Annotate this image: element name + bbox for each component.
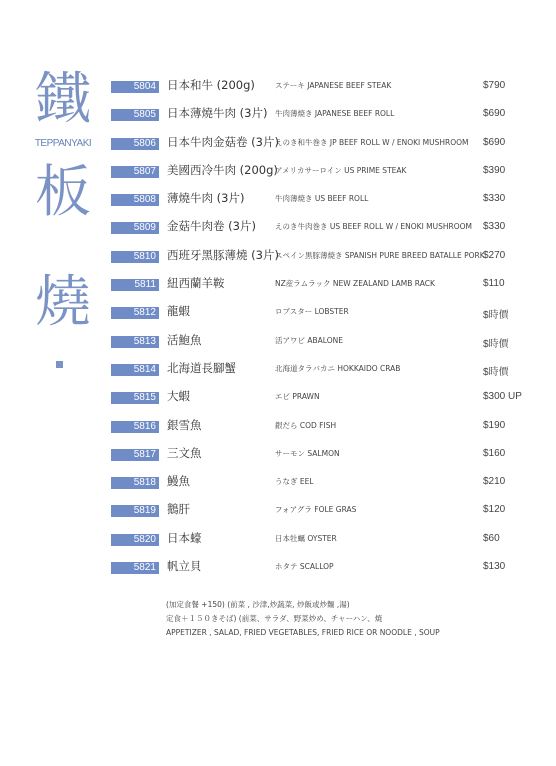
item-name: 活鮑魚 xyxy=(167,332,202,347)
item-name: 銀雪魚 xyxy=(167,417,202,432)
item-price: $時價 xyxy=(483,338,509,350)
item-price: $時價 xyxy=(483,310,509,322)
item-price: $110 xyxy=(483,278,505,290)
item-description: 牛肉薄焼き US BEEF ROLL xyxy=(275,194,369,204)
menu-item xyxy=(111,133,531,161)
item-description: えのき牛肉巻き US BEEF ROLL W / ENOKI MUSHROOM xyxy=(275,222,473,232)
item-price: $190 xyxy=(483,419,506,431)
item-description: えのき和牛巻き JP BEEF ROLL W / ENOKI MUSHROOM xyxy=(275,137,469,147)
note-line-chinese: (加定食餐 +150) (前菜 , 沙津,炒蔬菜, 炒飯或炒麵 ,湯) xyxy=(166,600,350,609)
item-name: 日本蠔 xyxy=(167,530,202,545)
item-price: $210 xyxy=(483,476,506,488)
item-code-badge: 5807 xyxy=(111,166,159,178)
item-name: 大蝦 xyxy=(167,389,190,404)
note-line-japanese: 定食＋１５０きそば) (前菜、サラダ、野菜炒め、チャーハン、焼 xyxy=(166,614,383,623)
item-code-badge: 5808 xyxy=(111,194,159,206)
item-description: うなぎ EEL xyxy=(275,477,314,487)
item-price: $330 xyxy=(483,193,506,205)
item-description: 牛肉薄焼き JAPANESE BEEF ROLL xyxy=(275,109,395,119)
item-price: $60 xyxy=(483,532,500,544)
item-code-badge: 5811 xyxy=(111,279,159,291)
item-price: $690 xyxy=(483,136,506,148)
item-code-badge: 5809 xyxy=(111,222,159,234)
item-name: 日本和牛 (200g) xyxy=(167,78,255,92)
item-name: 鵝肝 xyxy=(167,502,190,517)
item-description: ホタテ SCALLOP xyxy=(275,562,334,572)
menu-item xyxy=(111,161,531,189)
menu-item xyxy=(111,217,531,245)
item-code-badge: 5816 xyxy=(111,421,159,433)
item-price: $120 xyxy=(483,504,506,516)
item-description: ロブスター LOBSTER xyxy=(275,307,349,317)
menu-item xyxy=(111,274,531,302)
title-char-grill: 燒 xyxy=(35,270,91,335)
item-code-badge: 5812 xyxy=(111,307,159,319)
set-meal-notes xyxy=(166,598,526,640)
menu-item xyxy=(111,387,531,415)
item-code-badge: 5815 xyxy=(111,392,159,404)
item-name: 日本牛肉金菇卷 (3片) xyxy=(167,134,279,149)
menu-list xyxy=(111,76,531,585)
item-name: 日本薄燒牛肉 (3片) xyxy=(167,106,268,121)
item-description: アメリカサーロイン US PRIME STEAK xyxy=(275,165,407,175)
menu-item xyxy=(111,104,531,132)
item-name: 北海道長腳蟹 xyxy=(167,360,236,375)
item-code-badge: 5814 xyxy=(111,364,159,376)
item-description: スペイン黒豚薄焼き SPANISH PURE BREED BATALLE PORK xyxy=(275,250,485,260)
item-description: エビ PRAWN xyxy=(275,392,320,402)
item-code-badge: 5804 xyxy=(111,81,159,93)
item-price: $790 xyxy=(483,80,506,91)
menu-item xyxy=(111,557,531,585)
item-name: 美國西冷牛肉 (200g) xyxy=(167,162,278,177)
item-description: フォアグラ FOLE GRAS xyxy=(275,505,357,515)
title-english: TEPPANYAKI xyxy=(34,138,92,149)
item-description: 日本牡蠣 OYSTER xyxy=(275,533,337,543)
item-price: $300 UP xyxy=(483,391,522,403)
menu-item xyxy=(111,472,531,500)
title-char-plate: 板 xyxy=(35,160,91,225)
item-description: NZ産ラムラック NEW ZEALAND LAMB RACK xyxy=(275,279,435,289)
menu-item xyxy=(111,444,531,472)
title-char-iron: 鐵 xyxy=(35,67,91,132)
item-name: 帆立貝 xyxy=(167,559,202,574)
item-price: $時價 xyxy=(483,366,509,378)
item-price: $270 xyxy=(483,249,506,261)
item-code-badge: 5818 xyxy=(111,477,159,489)
item-price: $330 xyxy=(483,221,506,233)
item-price: $130 xyxy=(483,561,506,573)
menu-item xyxy=(111,500,531,528)
menu-item xyxy=(111,529,531,557)
item-name: 紐西蘭羊鞍 xyxy=(167,276,225,291)
vertical-title xyxy=(18,67,108,368)
menu-item xyxy=(111,416,531,444)
menu-item xyxy=(111,302,531,330)
item-description: 銀だら COD FISH xyxy=(275,420,337,430)
item-name: 西班牙黑豚薄燒 (3片) xyxy=(167,247,279,262)
item-price: $160 xyxy=(483,447,506,459)
item-name: 薄燒牛肉 (3片) xyxy=(167,191,245,206)
item-name: 金菇牛肉卷 (3片) xyxy=(167,219,256,234)
item-price: $390 xyxy=(483,164,506,176)
item-name: 龍蝦 xyxy=(167,304,190,319)
item-code-badge: 5805 xyxy=(111,109,159,121)
item-code-badge: 5821 xyxy=(111,562,159,574)
square-bullet-icon xyxy=(56,361,63,368)
item-description: サーモン SALMON xyxy=(275,448,340,458)
menu-item xyxy=(111,331,531,359)
item-description: 活アワビ ABALONE xyxy=(275,335,343,345)
item-description: 北海道タラバカニ HOKKAIDO CRAB xyxy=(275,363,401,373)
item-code-badge: 5820 xyxy=(111,534,159,546)
item-name: 三文魚 xyxy=(167,445,202,460)
note-line-english: APPETIZER , SALAD, FRIED VEGETABLES, FRIED RICE OR NOODLE , SOUP xyxy=(166,628,440,637)
menu-item xyxy=(111,189,531,217)
menu-item xyxy=(111,76,531,104)
menu-item xyxy=(111,359,531,387)
item-code-badge: 5819 xyxy=(111,505,159,517)
item-price: $690 xyxy=(483,108,506,120)
item-code-badge: 5806 xyxy=(111,138,159,150)
item-code-badge: 5817 xyxy=(111,449,159,461)
item-description: ステーキ JAPANESE BEEF STEAK xyxy=(275,81,392,90)
menu-item xyxy=(111,246,531,274)
item-name: 鰻魚 xyxy=(167,474,190,489)
item-code-badge: 5813 xyxy=(111,336,159,348)
item-code-badge: 5810 xyxy=(111,251,159,263)
